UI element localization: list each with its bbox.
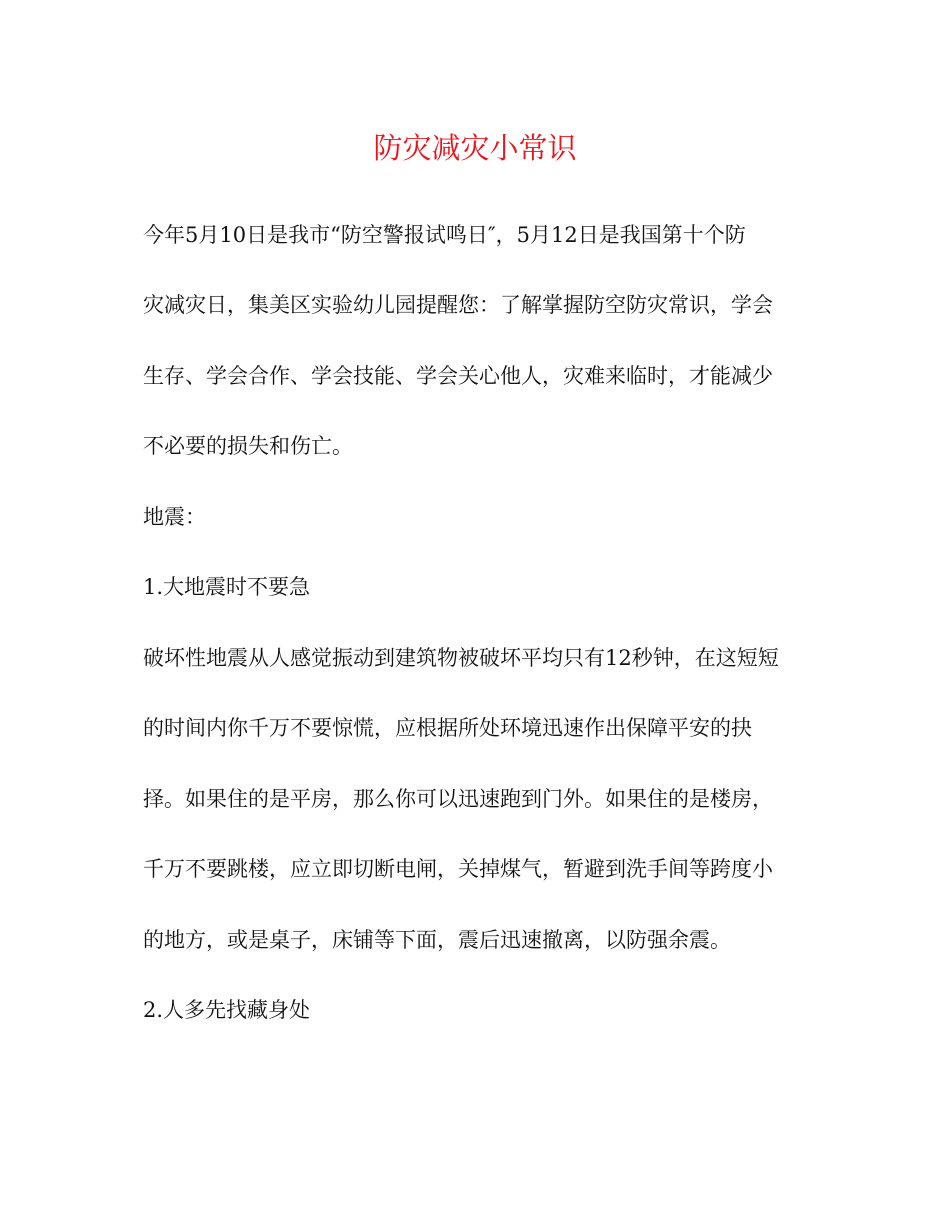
document-title: 防灾减灾小常识	[373, 131, 577, 165]
subheading-2: 2.人多先找藏身处	[143, 998, 311, 1022]
paragraph-1-line-1: 破坏性地震从人感觉振动到建筑物被破坏平均只有12秒钟，在这短短	[143, 646, 779, 670]
paragraph-intro-line-2: 灾减灾日，集美区实验幼儿园提醒您：了解掌握防空防灾常识，学会	[143, 293, 773, 317]
paragraph-intro-line-1: 今年5月10日是我市“防空警报试鸣日″，5月12日是我国第十个防	[143, 223, 746, 247]
paragraph-intro-line-4: 不必要的损失和伤亡。	[143, 434, 353, 458]
section-heading-earthquake: 地震：	[143, 505, 206, 529]
paragraph-1-line-3: 择。如果住的是平房，那么你可以迅速跑到门外。如果住的是楼房，	[143, 787, 773, 811]
paragraph-1-line-5: 的地方，或是桌子，床铺等下面，震后迅速撤离，以防强余震。	[143, 928, 731, 952]
paragraph-1-line-4: 千万不要跳楼，应立即切断电闸，关掉煤气，暂避到洗手间等跨度小	[143, 857, 773, 881]
paragraph-1-line-2: 的时间内你千万不要惊慌，应根据所处环境迅速作出保障平安的抉	[143, 716, 752, 740]
subheading-1: 1.大地震时不要急	[143, 575, 311, 599]
paragraph-intro-line-3: 生存、学会合作、学会技能、学会关心他人，灾难来临时，才能减少	[143, 364, 773, 388]
